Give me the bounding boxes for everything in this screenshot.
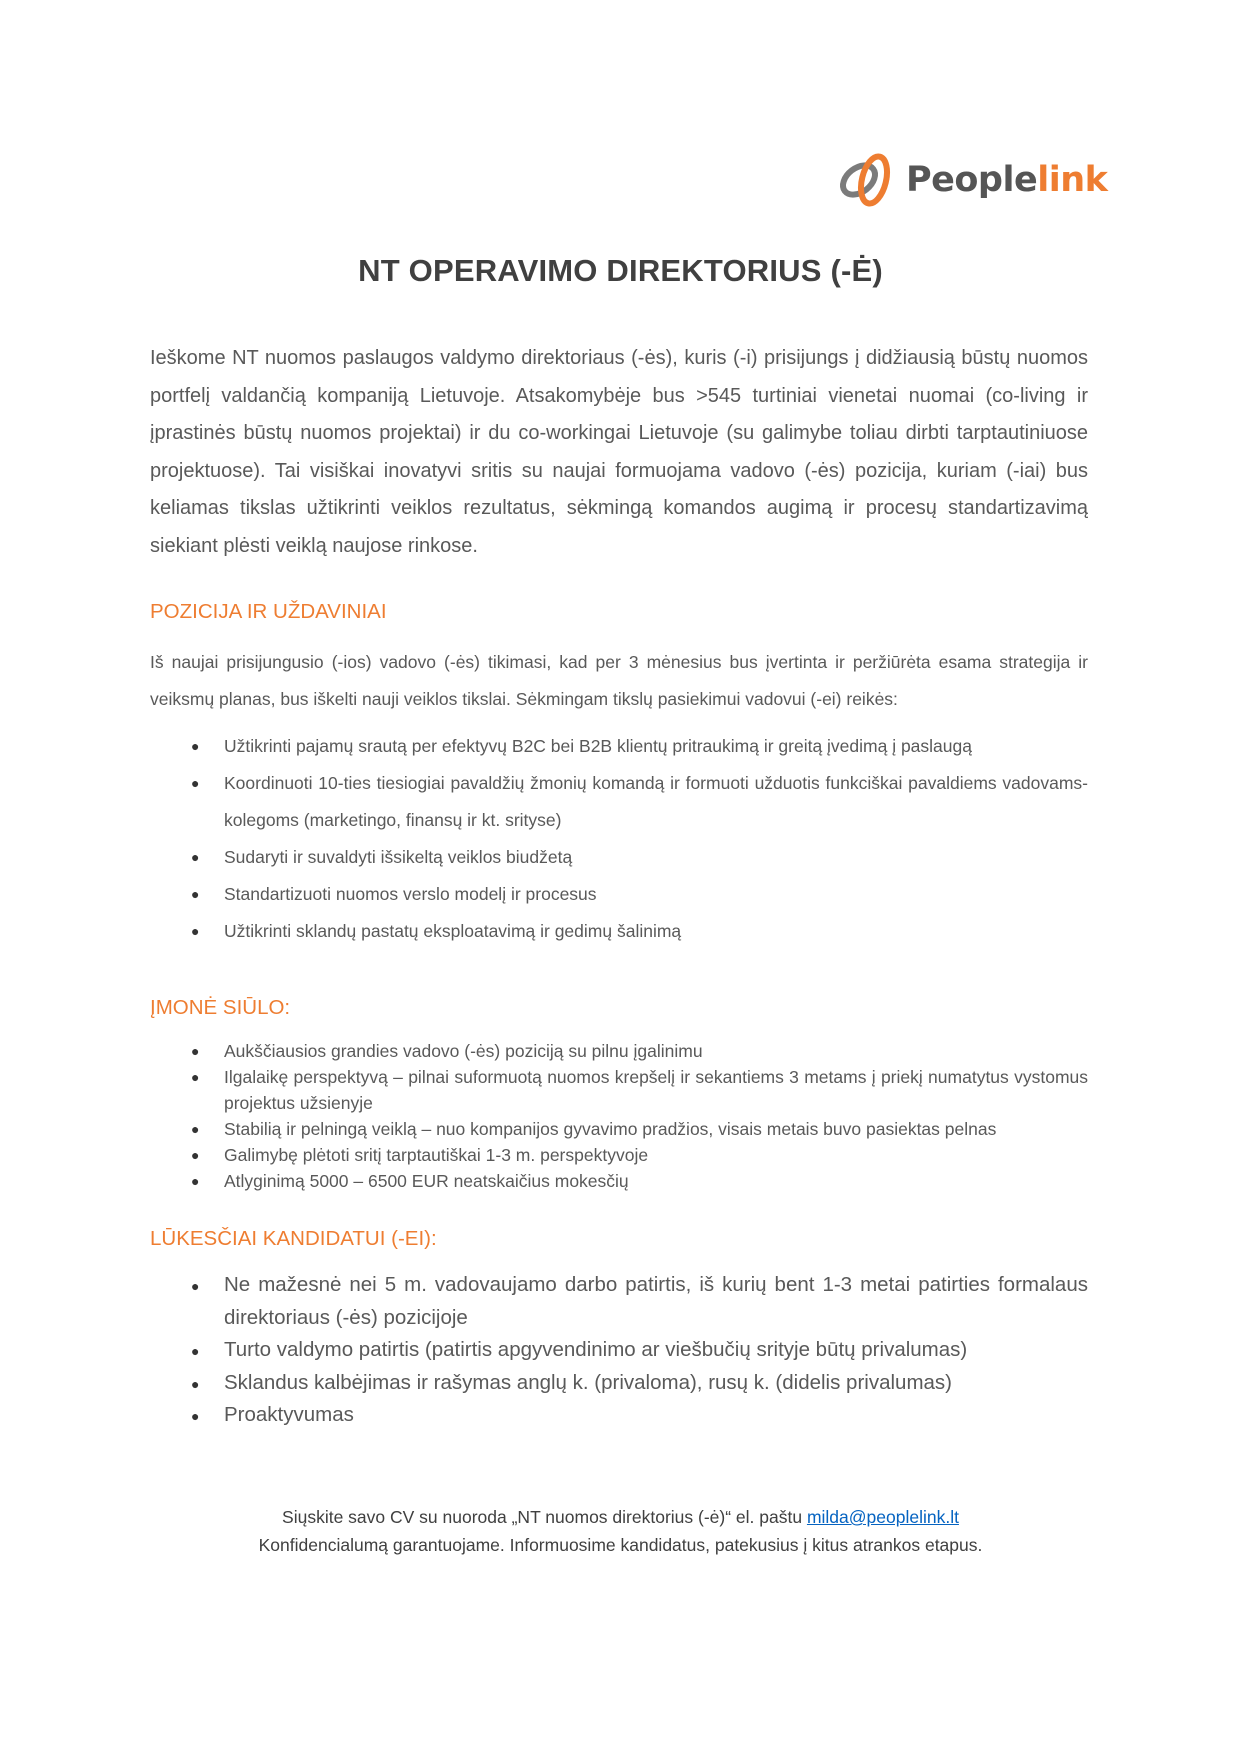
company-logo xyxy=(836,148,1107,214)
list-item: ● Sudaryti ir suvaldyti išsikeltą veiklos biudžetą xyxy=(150,839,1088,876)
company-offer-list xyxy=(150,1038,1088,1194)
list-item: ● Ne mažesnė nei 5 m. vadovaujamo darbo patirtis, iš kurių bent 1-3 metai patirties formalaus direktoriaus (-ės) pozicijoje xyxy=(150,1269,1088,1334)
email-link[interactable]: milda@peoplelink.lt xyxy=(806,1507,959,1527)
list-item: ● Ilgalaikę perspektyvą – pilnai suformuotą nuomos krepšelį ir sekantiems 3 metams į priekį numatytus vystomus projektus užsienyje xyxy=(150,1064,1088,1116)
bullet-icon: ● xyxy=(191,1121,200,1137)
bullet-icon: ● xyxy=(191,1173,200,1189)
bullet-icon: ● xyxy=(191,738,200,754)
list-item: ● Proaktyvumas xyxy=(150,1399,1088,1432)
bullet-icon: ● xyxy=(191,1278,200,1294)
page-title: NT OPERAVIMO DIREKTORIUS (-Ė) xyxy=(358,253,883,288)
section-heading-offer: ĮMONĖ SIŪLO: xyxy=(150,996,291,1019)
list-item: ● Užtikrinti pajamų srautą per efektyvų B2C bei B2B klientų pritraukimą ir greitą įvedimą į paslaugą xyxy=(150,728,1088,765)
footer-line-1 xyxy=(0,1503,1241,1531)
logo-text-people: People xyxy=(906,160,1038,200)
section-heading-expectations: LŪKESČIAI KANDIDATUI (-EI): xyxy=(150,1227,437,1250)
position-tasks-list xyxy=(150,728,1088,950)
bullet-icon: ● xyxy=(191,886,200,902)
bullet-icon: ● xyxy=(191,1069,200,1085)
bullet-icon: ● xyxy=(191,1043,200,1059)
bullet-icon: ● xyxy=(191,1147,200,1163)
bullet-icon: ● xyxy=(191,923,200,939)
list-item: ● Koordinuoti 10-ties tiesiogiai pavaldžių žmonių komandą ir formuoti užduotis funkciškai pavaldiems vadovams-kolegoms (marketingo, finansų ir kt. srityse) xyxy=(150,765,1088,839)
list-item: ● Galimybę plėtoti sritį tarptautiškai 1-3 m. perspektyvoje xyxy=(150,1142,1088,1168)
peoplelink-logo-icon xyxy=(836,148,898,214)
bullet-icon: ● xyxy=(191,849,200,865)
candidate-expectations-list xyxy=(150,1269,1088,1432)
bullet-icon: ● xyxy=(191,775,200,791)
footer-instruction: Siųskite savo CV su nuoroda „NT nuomos direktorius (-ė)“ el. paštu xyxy=(282,1507,807,1527)
logo-text-link: link xyxy=(1037,160,1108,200)
list-item: ● Turto valdymo patirtis (patirtis apgyvendinimo ar viešbučių srityje būtų privalumas) xyxy=(150,1334,1088,1367)
list-item: ● Standartizuoti nuomos verslo modelį ir procesus xyxy=(150,876,1088,913)
bullet-icon: ● xyxy=(191,1343,200,1359)
footer-line-2: Konfidencialumą garantuojame. Informuosime kandidatus, patekusius į kitus atrankos etapus. xyxy=(258,1535,983,1555)
section-heading-position: POZICIJA IR UŽDAVINIAI xyxy=(150,600,387,623)
bullet-icon: ● xyxy=(191,1375,200,1392)
list-item: ● Aukščiausios grandies vadovo (-ės) poziciją su pilnu įgalinimu xyxy=(150,1038,1088,1064)
footer xyxy=(0,1503,1241,1559)
bullet-icon: ● xyxy=(191,1408,200,1424)
section-position-text: Iš naujai prisijungusio (-ios) vadovo (-ės) tikimasi, kad per 3 mėnesius bus įvertinta ir peržiūrėta esama strategija ir veiksmų planas, bus iškelti nauji veiklos tikslai. Sėkmingam tikslų pasiekimui vadovui (-ei) reikės: xyxy=(150,652,1088,709)
list-item: ● Stabilią ir pelningą veiklą – nuo kompanijos gyvavimo pradžios, visais metais buvo pasiektas pelnas xyxy=(150,1116,1088,1142)
logo-wordmark xyxy=(906,160,1107,200)
intro-paragraph: Ieškome NT nuomos paslaugos valdymo direktoriaus (-ės), kuris (-i) prisijungs į didžiausią būstų nuomos portfelį valdančią kompaniją Lietuvoje. Atsakomybėje bus >545 turtiniai vienetai nuomai (co-living ir įprastinės būstų nuomos projektai) ir du co-workingai Lietuvoje (su galimybe toliau dirbti tarptautiniuose projektuose). Tai visiškai inovatyvi sritis su naujai formuojama vadovo (-ės) pozicija, kuriam (-iai) bus keliamas tikslas užtikrinti veiklos rezultatus, sėkmingą komandos augimą ir procesų standartizavimą siekiant plėsti veiklą naujose rinkose. xyxy=(150,347,1088,557)
list-item: ● Užtikrinti sklandų pastatų eksploatavimą ir gedimų šalinimą xyxy=(150,913,1088,950)
list-item: ● Sklandus kalbėjimas ir rašymas anglų k. (privaloma), rusų k. (didelis privalumas) xyxy=(150,1367,1088,1400)
list-item: ● Atlyginimą 5000 – 6500 EUR neatskaičius mokesčių xyxy=(150,1168,1088,1194)
